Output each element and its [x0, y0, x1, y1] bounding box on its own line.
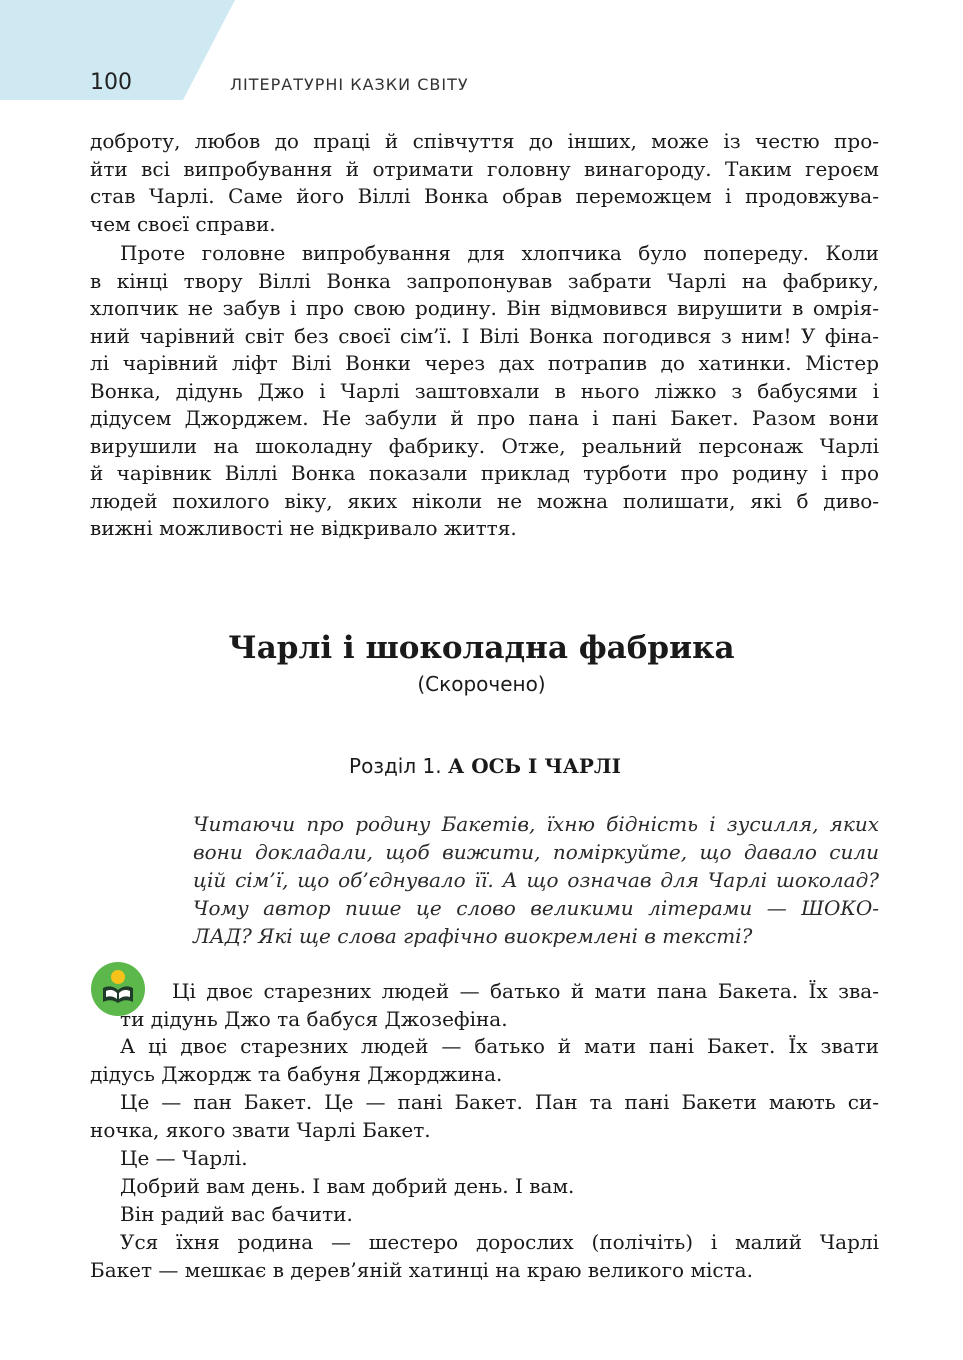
text-line: Це — пан Бакет. Це — пані Бакет. Пан та пані Бакети мають си-: [120, 1090, 879, 1114]
text-line: Це — Чарлі.: [120, 1146, 248, 1170]
running-title: ЛІТЕРАТУРНІ КАЗКИ СВІТУ: [230, 75, 469, 94]
text-line: Вонка, дідунь Джо і Чарлі заштовхали в нього ліжко з бабусями і: [90, 378, 879, 403]
story-title: Чарлі і шоколадна фабрика: [228, 630, 735, 666]
text-line: ночка, якого звати Чарлі Бакет.: [90, 1117, 431, 1142]
text-line: Уся їхня родина — шестеро дорослих (полічіть) і малий Чарлі: [120, 1230, 879, 1254]
text-line: дідусь Джордж та бабуня Джорджина.: [90, 1061, 503, 1086]
text-line: в кінці твору Віллі Вонка запропонував забрати Чарлі на фабрику,: [90, 268, 879, 293]
text-line: дідусем Джорджем. Не забули й про пана і пані Бакет. Разом вони: [90, 406, 879, 430]
text-line: ЛАД? Які ще слова графічно виокремлені в тексті?: [193, 924, 753, 948]
chapter-name: А ОСЬ І ЧАРЛІ: [447, 754, 621, 778]
text-line: йти всі випробування й отримати головну винагороду. Таким героєм: [90, 156, 879, 181]
story-paragraph-6: [90, 1201, 879, 1229]
story-paragraph-3: [90, 1089, 879, 1144]
story-paragraph-5: [90, 1173, 879, 1201]
text-line: Добрий вам день. І вам добрий день. І вам.: [120, 1174, 575, 1198]
paragraph-1: [90, 128, 879, 238]
story-paragraph-4: [90, 1145, 879, 1173]
text-line: й чарівник Віллі Вонка показали приклад турботи про родину і про: [90, 461, 879, 485]
text-line: А ці двоє старезних людей — батько й мати пані Бакет. Їх звати: [120, 1034, 879, 1058]
text-line: чем своєї справи.: [90, 211, 276, 236]
paragraph-2: [90, 240, 879, 543]
text-line: хлопчик не забув і про свою родину. Він відмовився вирушити в омрія-: [90, 296, 879, 320]
intro-question: [193, 810, 879, 950]
text-line: Проте головне випробування для хлопчика було попереду. Коли: [120, 241, 879, 265]
text-line: цій сім’ї, що об’єднувало її. А що означав для Чарлі шоколад?: [193, 868, 879, 892]
story-paragraph-2: [90, 1033, 879, 1088]
text-line: вони докладали, щоб вижити, поміркуйте, що давало сили: [193, 840, 879, 864]
story-paragraph-7: [90, 1229, 879, 1284]
text-line: ний чарівний світ без своєї сім’ї. І Вілі Вонка погодився з ним! У фіна-: [90, 323, 879, 348]
text-line: став Чарлі. Саме його Віллі Вонка обрав переможцем і продовжува-: [90, 184, 879, 208]
text-line: вижні можливості не відкривало життя.: [90, 516, 517, 540]
text-line: Бакет — мешкає в дерев’яній хатинці на краю великого міста.: [90, 1257, 753, 1282]
text-line: ти дідунь Джо та бабуся Джозефіна.: [120, 1006, 508, 1031]
text-line: Ці двоє старезних людей — батько й мати пана Бакета. Їх зва-: [172, 979, 879, 1003]
text-line: людей похилого віку, яких ніколи не можна полишати, які б диво-: [90, 488, 879, 513]
page-number: 100: [90, 70, 132, 95]
text-line: Він радий вас бачити.: [120, 1202, 353, 1226]
story-subtitle: (Скорочено): [417, 672, 546, 696]
chapter-heading: [0, 754, 963, 778]
text-line: доброту, любов до праці й співчуття до інших, може із честю про-: [90, 129, 879, 153]
text-line: Читаючи про родину Бакетів, їхню бідність і зусилля, яких: [193, 812, 879, 836]
text-line: Чому автор пише це слово великими літерами — ШОКО-: [193, 896, 879, 920]
chapter-prefix: Розділ 1.: [349, 754, 442, 778]
story-paragraph-1: [90, 978, 879, 1033]
text-line: лі чарівний ліфт Вілі Вонки через дах потрапив до хатинки. Містер: [90, 351, 879, 375]
text-line: вирушили на шоколадну фабрику. Отже, реальний персонаж Чарлі: [90, 433, 879, 458]
